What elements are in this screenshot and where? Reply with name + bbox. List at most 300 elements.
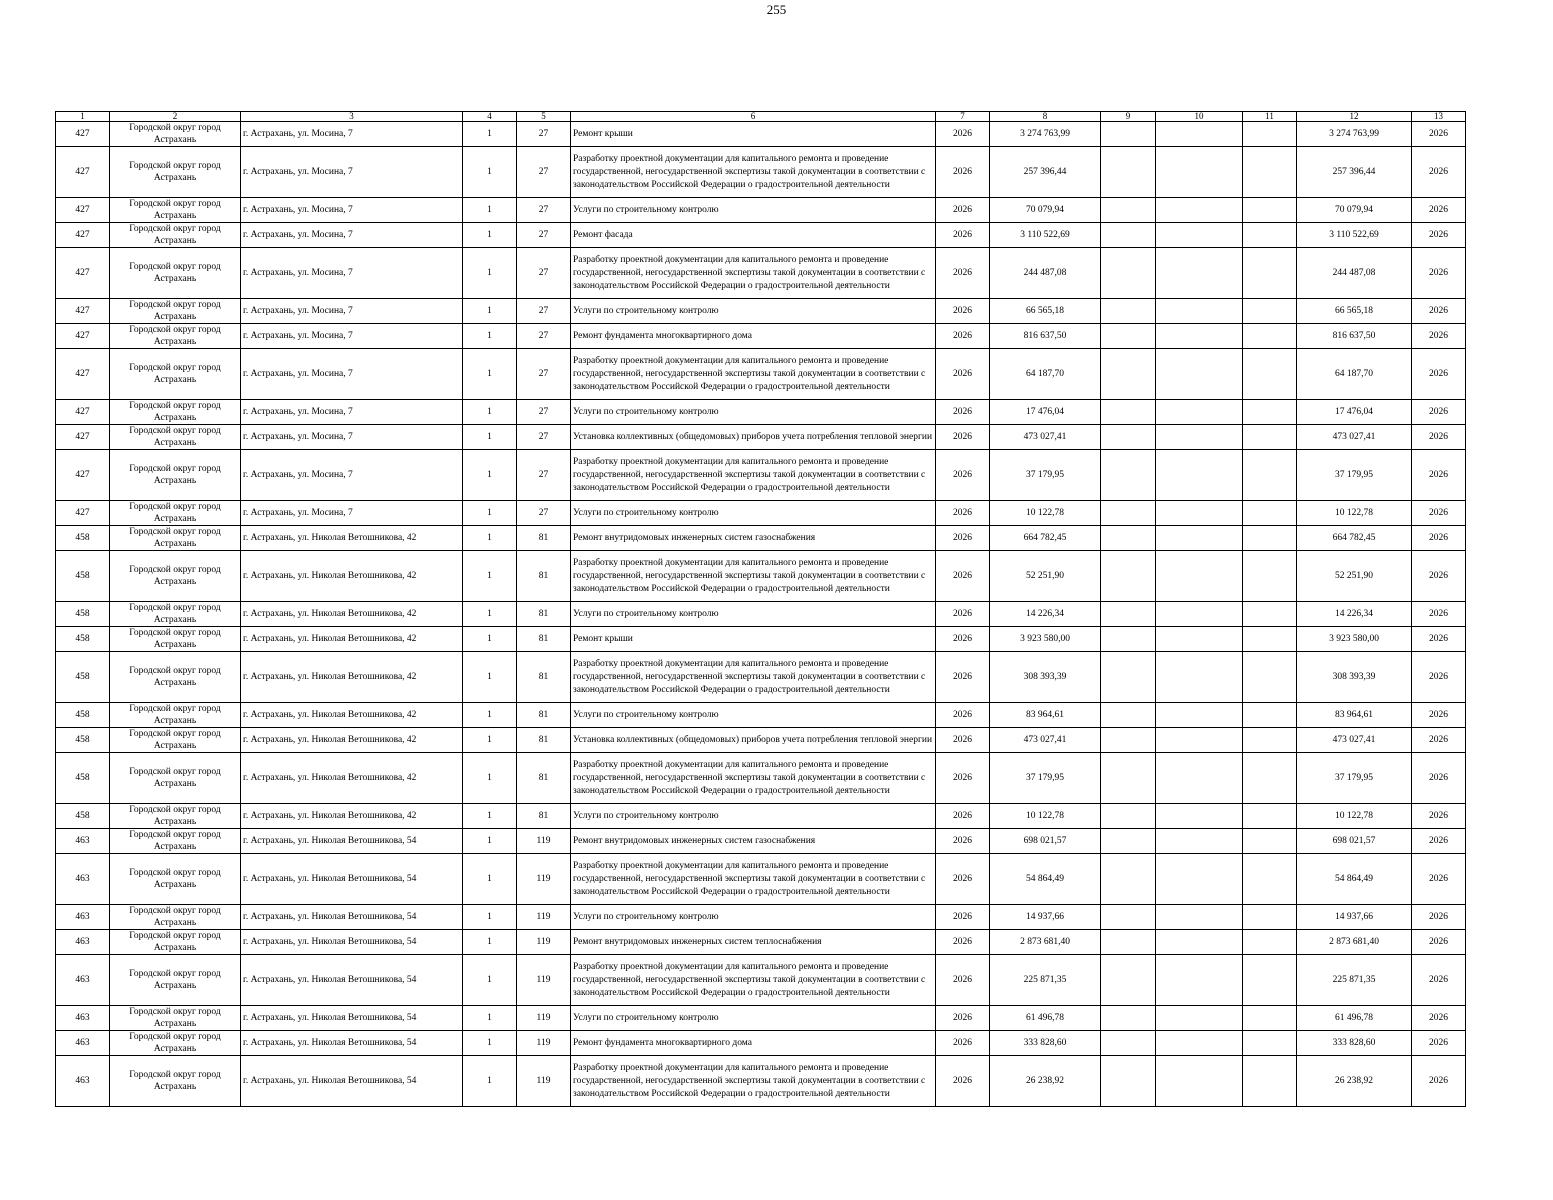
total-cost-cell: 37 179,95 [1297,450,1412,501]
col11-cell [1243,122,1297,147]
col5-cell: 81 [517,602,571,627]
row-number-cell: 427 [56,198,110,223]
year-cell: 2026 [936,450,990,501]
col9-cell [1101,652,1156,703]
address-cell: г. Астрахань, ул. Николая Ветошникова, 54 [241,955,463,1006]
address-cell: г. Астрахань, ул. Мосина, 7 [241,400,463,425]
col9-cell [1101,198,1156,223]
cost-cell: 61 496,78 [990,1006,1101,1031]
work-type-cell: Ремонт крыши [571,122,936,147]
col5-cell: 119 [517,955,571,1006]
municipality-cell: Городской округ город Астрахань [110,854,241,905]
address-cell: г. Астрахань, ул. Мосина, 7 [241,198,463,223]
col11-cell [1243,223,1297,248]
address-cell: г. Астрахань, ул. Николая Ветошникова, 42 [241,728,463,753]
table-row [56,501,1466,526]
col11-cell [1243,703,1297,728]
table-row [56,400,1466,425]
row-number-cell: 458 [56,551,110,602]
work-type-cell: Ремонт крыши [571,627,936,652]
address-cell: г. Астрахань, ул. Николая Ветошникова, 42 [241,703,463,728]
cost-cell: 816 637,50 [990,324,1101,349]
col5-cell: 81 [517,728,571,753]
year-cell: 2026 [936,804,990,829]
year-cell: 2026 [936,501,990,526]
municipality-cell: Городской округ город Астрахань [110,905,241,930]
address-cell: г. Астрахань, ул. Николая Ветошникова, 54 [241,1056,463,1107]
col4-cell: 1 [463,248,517,299]
col10-cell [1156,501,1243,526]
col4-cell: 1 [463,1031,517,1056]
work-type-cell: Разработку проектной документации для капитального ремонта и проведение государственной, негосударственной экспертизы такой документации в соответствии с законодательством Российской Федерации о градостроительной деятельности [571,450,936,501]
total-cost-cell: 83 964,61 [1297,703,1412,728]
col9-cell [1101,1056,1156,1107]
col4-cell: 1 [463,804,517,829]
table-row [56,829,1466,854]
col10-cell [1156,1031,1243,1056]
row-number-cell: 463 [56,955,110,1006]
total-cost-cell: 3 923 580,00 [1297,627,1412,652]
col5-cell: 27 [517,248,571,299]
address-cell: г. Астрахань, ул. Николая Ветошникова, 42 [241,526,463,551]
cost-cell: 473 027,41 [990,425,1101,450]
address-cell: г. Астрахань, ул. Николая Ветошникова, 42 [241,804,463,829]
col4-cell: 1 [463,147,517,198]
col4-cell: 1 [463,728,517,753]
col11-cell [1243,147,1297,198]
col4-cell: 1 [463,400,517,425]
completion-year-cell: 2026 [1412,526,1466,551]
municipality-cell: Городской округ город Астрахань [110,1006,241,1031]
col5-cell: 27 [517,349,571,400]
col11-cell [1243,627,1297,652]
col9-cell [1101,905,1156,930]
municipality-cell: Городской округ город Астрахань [110,1031,241,1056]
table-row [56,1031,1466,1056]
municipality-cell: Городской округ город Астрахань [110,753,241,804]
year-cell: 2026 [936,198,990,223]
work-type-cell: Ремонт внутридомовых инженерных систем газоснабжения [571,526,936,551]
col10-cell [1156,905,1243,930]
col10-cell [1156,753,1243,804]
cost-cell: 225 871,35 [990,955,1101,1006]
cost-cell: 37 179,95 [990,753,1101,804]
total-cost-cell: 2 873 681,40 [1297,930,1412,955]
col9-cell [1101,753,1156,804]
address-cell: г. Астрахань, ул. Мосина, 7 [241,299,463,324]
col9-cell [1101,1031,1156,1056]
table-row [56,1006,1466,1031]
col4-cell: 1 [463,324,517,349]
row-number-cell: 458 [56,703,110,728]
year-cell: 2026 [936,930,990,955]
work-type-cell: Услуги по строительному контролю [571,905,936,930]
col10-cell [1156,122,1243,147]
municipality-cell: Городской округ город Астрахань [110,804,241,829]
table-row [56,728,1466,753]
col10-cell [1156,930,1243,955]
col4-cell: 1 [463,1006,517,1031]
work-type-cell: Разработку проектной документации для капитального ремонта и проведение государственной, негосударственной экспертизы такой документации в соответствии с законодательством Российской Федерации о градостроительной деятельности [571,147,936,198]
completion-year-cell: 2026 [1412,703,1466,728]
col5-cell: 27 [517,501,571,526]
col9-cell [1101,854,1156,905]
col10-cell [1156,198,1243,223]
municipality-cell: Городской округ город Астрахань [110,829,241,854]
municipality-cell: Городской округ город Астрахань [110,400,241,425]
cost-cell: 70 079,94 [990,198,1101,223]
col11-cell [1243,930,1297,955]
year-cell: 2026 [936,602,990,627]
col9-cell [1101,400,1156,425]
completion-year-cell: 2026 [1412,147,1466,198]
work-type-cell: Услуги по строительному контролю [571,703,936,728]
work-type-cell: Ремонт фундамента многоквартирного дома [571,324,936,349]
total-cost-cell: 14 937,66 [1297,905,1412,930]
cost-cell: 244 487,08 [990,248,1101,299]
municipality-cell: Городской округ город Астрахань [110,1056,241,1107]
col11-cell [1243,854,1297,905]
col9-cell [1101,248,1156,299]
row-number-cell: 463 [56,930,110,955]
table-row [56,905,1466,930]
year-cell: 2026 [936,728,990,753]
completion-year-cell: 2026 [1412,349,1466,400]
capital-repair-table [55,111,1466,1107]
total-cost-cell: 257 396,44 [1297,147,1412,198]
cost-cell: 473 027,41 [990,728,1101,753]
work-type-cell: Услуги по строительному контролю [571,400,936,425]
col5-cell: 81 [517,652,571,703]
cost-cell: 14 937,66 [990,905,1101,930]
table-row [56,526,1466,551]
header-row [56,112,1466,122]
col5-cell: 119 [517,930,571,955]
row-number-cell: 458 [56,627,110,652]
cost-cell: 52 251,90 [990,551,1101,602]
col5-cell: 119 [517,1006,571,1031]
col4-cell: 1 [463,425,517,450]
col9-cell [1101,501,1156,526]
work-type-cell: Услуги по строительному контролю [571,1006,936,1031]
row-number-cell: 458 [56,652,110,703]
cost-cell: 64 187,70 [990,349,1101,400]
col10-cell [1156,223,1243,248]
address-cell: г. Астрахань, ул. Мосина, 7 [241,425,463,450]
col10-cell [1156,324,1243,349]
col9-cell [1101,526,1156,551]
col5-cell: 27 [517,400,571,425]
municipality-cell: Городской округ город Астрахань [110,324,241,349]
completion-year-cell: 2026 [1412,955,1466,1006]
completion-year-cell: 2026 [1412,652,1466,703]
year-cell: 2026 [936,753,990,804]
work-type-cell: Услуги по строительному контролю [571,804,936,829]
col10-cell [1156,425,1243,450]
table-row [56,425,1466,450]
municipality-cell: Городской округ город Астрахань [110,223,241,248]
col5-cell: 27 [517,425,571,450]
col11-cell [1243,450,1297,501]
col4-cell: 1 [463,349,517,400]
completion-year-cell: 2026 [1412,501,1466,526]
col10-cell [1156,147,1243,198]
col10-cell [1156,299,1243,324]
total-cost-cell: 225 871,35 [1297,955,1412,1006]
cost-cell: 37 179,95 [990,450,1101,501]
col10-cell [1156,400,1243,425]
col10-cell [1156,703,1243,728]
col10-cell [1156,829,1243,854]
cost-cell: 54 864,49 [990,854,1101,905]
column-header: 13 [1412,112,1466,122]
column-header: 4 [463,112,517,122]
col11-cell [1243,804,1297,829]
municipality-cell: Городской округ город Астрахань [110,728,241,753]
address-cell: г. Астрахань, ул. Николая Ветошникова, 54 [241,854,463,905]
col4-cell: 1 [463,299,517,324]
total-cost-cell: 14 226,34 [1297,602,1412,627]
total-cost-cell: 70 079,94 [1297,198,1412,223]
row-number-cell: 458 [56,728,110,753]
col10-cell [1156,450,1243,501]
col4-cell: 1 [463,198,517,223]
col9-cell [1101,551,1156,602]
row-number-cell: 463 [56,905,110,930]
col4-cell: 1 [463,955,517,1006]
col5-cell: 119 [517,1031,571,1056]
total-cost-cell: 473 027,41 [1297,425,1412,450]
table-row [56,602,1466,627]
year-cell: 2026 [936,905,990,930]
row-number-cell: 427 [56,324,110,349]
year-cell: 2026 [936,652,990,703]
total-cost-cell: 244 487,08 [1297,248,1412,299]
year-cell: 2026 [936,248,990,299]
col11-cell [1243,753,1297,804]
col11-cell [1243,501,1297,526]
total-cost-cell: 61 496,78 [1297,1006,1412,1031]
address-cell: г. Астрахань, ул. Мосина, 7 [241,501,463,526]
municipality-cell: Городской округ город Астрахань [110,349,241,400]
completion-year-cell: 2026 [1412,1006,1466,1031]
col5-cell: 119 [517,905,571,930]
col11-cell [1243,1031,1297,1056]
col9-cell [1101,728,1156,753]
work-type-cell: Разработку проектной документации для капитального ремонта и проведение государственной, негосударственной экспертизы такой документации в соответствии с законодательством Российской Федерации о градостроительной деятельности [571,349,936,400]
column-header: 9 [1101,112,1156,122]
completion-year-cell: 2026 [1412,299,1466,324]
col11-cell [1243,400,1297,425]
col11-cell [1243,349,1297,400]
table-row [56,551,1466,602]
row-number-cell: 463 [56,1006,110,1031]
year-cell: 2026 [936,551,990,602]
completion-year-cell: 2026 [1412,829,1466,854]
address-cell: г. Астрахань, ул. Николая Ветошникова, 54 [241,829,463,854]
table-row [56,248,1466,299]
address-cell: г. Астрахань, ул. Николая Ветошникова, 54 [241,1006,463,1031]
column-header: 8 [990,112,1101,122]
table-row [56,198,1466,223]
completion-year-cell: 2026 [1412,198,1466,223]
completion-year-cell: 2026 [1412,602,1466,627]
total-cost-cell: 54 864,49 [1297,854,1412,905]
col10-cell [1156,652,1243,703]
col9-cell [1101,955,1156,1006]
col5-cell: 27 [517,198,571,223]
col10-cell [1156,602,1243,627]
total-cost-cell: 17 476,04 [1297,400,1412,425]
total-cost-cell: 10 122,78 [1297,804,1412,829]
municipality-cell: Городской округ город Астрахань [110,551,241,602]
col10-cell [1156,248,1243,299]
col10-cell [1156,1056,1243,1107]
column-header: 1 [56,112,110,122]
year-cell: 2026 [936,349,990,400]
total-cost-cell: 26 238,92 [1297,1056,1412,1107]
total-cost-cell: 308 393,39 [1297,652,1412,703]
cost-cell: 14 226,34 [990,602,1101,627]
column-header: 2 [110,112,241,122]
table-row [56,299,1466,324]
cost-cell: 83 964,61 [990,703,1101,728]
municipality-cell: Городской округ город Астрахань [110,703,241,728]
completion-year-cell: 2026 [1412,627,1466,652]
col5-cell: 27 [517,299,571,324]
municipality-cell: Городской округ город Астрахань [110,248,241,299]
col4-cell: 1 [463,930,517,955]
col5-cell: 119 [517,829,571,854]
table-row [56,450,1466,501]
column-header: 11 [1243,112,1297,122]
cost-cell: 664 782,45 [990,526,1101,551]
col10-cell [1156,627,1243,652]
column-header: 3 [241,112,463,122]
cost-cell: 3 274 763,99 [990,122,1101,147]
completion-year-cell: 2026 [1412,930,1466,955]
municipality-cell: Городской округ город Астрахань [110,955,241,1006]
col11-cell [1243,324,1297,349]
col10-cell [1156,1006,1243,1031]
col4-cell: 1 [463,627,517,652]
address-cell: г. Астрахань, ул. Николая Ветошникова, 42 [241,602,463,627]
col5-cell: 81 [517,753,571,804]
table-row [56,1056,1466,1107]
row-number-cell: 427 [56,122,110,147]
col4-cell: 1 [463,652,517,703]
municipality-cell: Городской округ город Астрахань [110,930,241,955]
row-number-cell: 458 [56,526,110,551]
column-header: 6 [571,112,936,122]
completion-year-cell: 2026 [1412,905,1466,930]
total-cost-cell: 10 122,78 [1297,501,1412,526]
col5-cell: 81 [517,804,571,829]
row-number-cell: 458 [56,753,110,804]
col5-cell: 119 [517,1056,571,1107]
col11-cell [1243,905,1297,930]
completion-year-cell: 2026 [1412,854,1466,905]
column-header: 12 [1297,112,1412,122]
col11-cell [1243,829,1297,854]
column-header: 10 [1156,112,1243,122]
page-number: 255 [766,2,787,17]
work-type-cell: Услуги по строительному контролю [571,501,936,526]
table-row [56,223,1466,248]
year-cell: 2026 [936,299,990,324]
col4-cell: 1 [463,753,517,804]
col11-cell [1243,299,1297,324]
municipality-cell: Городской округ город Астрахань [110,425,241,450]
cost-cell: 2 873 681,40 [990,930,1101,955]
work-type-cell: Услуги по строительному контролю [571,299,936,324]
work-type-cell: Разработку проектной документации для капитального ремонта и проведение государственной, негосударственной экспертизы такой документации в соответствии с законодательством Российской Федерации о градостроительной деятельности [571,955,936,1006]
col4-cell: 1 [463,854,517,905]
year-cell: 2026 [936,526,990,551]
year-cell: 2026 [936,1031,990,1056]
col11-cell [1243,551,1297,602]
row-number-cell: 427 [56,299,110,324]
col5-cell: 81 [517,526,571,551]
cost-cell: 10 122,78 [990,804,1101,829]
col9-cell [1101,703,1156,728]
completion-year-cell: 2026 [1412,753,1466,804]
col4-cell: 1 [463,602,517,627]
col4-cell: 1 [463,703,517,728]
address-cell: г. Астрахань, ул. Мосина, 7 [241,450,463,501]
total-cost-cell: 333 828,60 [1297,1031,1412,1056]
municipality-cell: Городской округ город Астрахань [110,122,241,147]
col10-cell [1156,854,1243,905]
col9-cell [1101,829,1156,854]
address-cell: г. Астрахань, ул. Мосина, 7 [241,324,463,349]
year-cell: 2026 [936,829,990,854]
table-row [56,854,1466,905]
col11-cell [1243,198,1297,223]
table-row [56,804,1466,829]
total-cost-cell: 473 027,41 [1297,728,1412,753]
work-type-cell: Разработку проектной документации для капитального ремонта и проведение государственной, негосударственной экспертизы такой документации в соответствии с законодательством Российской Федерации о градостроительной деятельности [571,1056,936,1107]
completion-year-cell: 2026 [1412,1056,1466,1107]
total-cost-cell: 52 251,90 [1297,551,1412,602]
cost-cell: 3 110 522,69 [990,223,1101,248]
work-type-cell: Установка коллективных (общедомовых) приборов учета потребления тепловой энергии [571,728,936,753]
municipality-cell: Городской округ город Астрахань [110,299,241,324]
table-row [56,930,1466,955]
col9-cell [1101,602,1156,627]
work-type-cell: Ремонт фасада [571,223,936,248]
table-row [56,324,1466,349]
year-cell: 2026 [936,627,990,652]
row-number-cell: 427 [56,223,110,248]
col4-cell: 1 [463,223,517,248]
year-cell: 2026 [936,1006,990,1031]
row-number-cell: 427 [56,147,110,198]
col9-cell [1101,450,1156,501]
table-row [56,349,1466,400]
address-cell: г. Астрахань, ул. Мосина, 7 [241,349,463,400]
work-type-cell: Ремонт внутридомовых инженерных систем газоснабжения [571,829,936,854]
completion-year-cell: 2026 [1412,1031,1466,1056]
col11-cell [1243,1056,1297,1107]
work-type-cell: Разработку проектной документации для капитального ремонта и проведение государственной, негосударственной экспертизы такой документации в соответствии с законодательством Российской Федерации о градостроительной деятельности [571,652,936,703]
table-row [56,652,1466,703]
col11-cell [1243,1006,1297,1031]
address-cell: г. Астрахань, ул. Николая Ветошникова, 42 [241,627,463,652]
year-cell: 2026 [936,122,990,147]
completion-year-cell: 2026 [1412,223,1466,248]
completion-year-cell: 2026 [1412,450,1466,501]
